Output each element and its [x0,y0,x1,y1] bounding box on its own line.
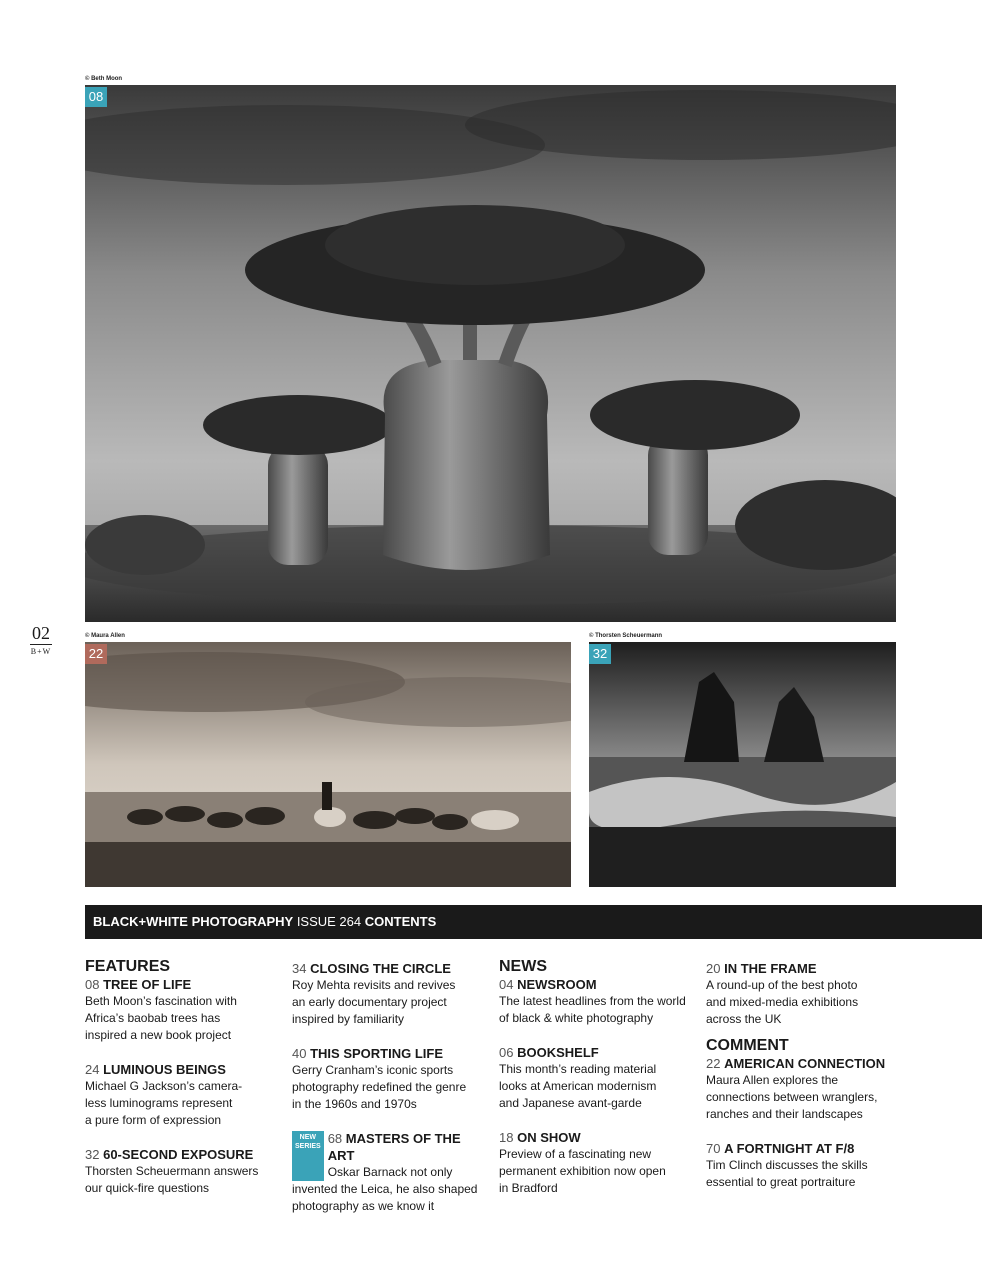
item-description-line: Thorsten Scheuermann answers [85,1164,259,1178]
item-description-line: and Japanese avant-garde [499,1096,642,1110]
contents-column-features [85,958,275,1214]
contents-item[interactable] [85,1061,275,1129]
baobab-photo[interactable] [85,85,896,622]
horses-photo[interactable] [85,642,571,887]
item-page-number: 06 [499,1045,514,1060]
item-title: MASTERS OF THE ART [327,1131,461,1163]
contents-item[interactable] [706,1140,896,1191]
contents-item[interactable] [499,1129,689,1197]
contents-item[interactable] [292,1045,482,1113]
contents-item[interactable] [706,1055,896,1123]
item-description-line: Tim Clinch discusses the skills [706,1158,868,1172]
item-page-number: 40 [292,1046,307,1061]
page-number-rule [30,644,52,645]
contents-item[interactable] [85,1146,275,1197]
contents-column-news [499,958,689,1214]
new-series-badge [292,1131,324,1181]
contents-item[interactable] [499,1044,689,1112]
item-title: A FORTNIGHT AT F/8 [724,1141,855,1156]
item-description-line: across the UK [706,1012,782,1026]
item-title: ON SHOW [517,1130,581,1145]
item-description-line: connections between wranglers, [706,1090,878,1104]
contents-item[interactable] [85,976,275,1044]
item-description-line: a pure form of expression [85,1113,222,1127]
item-title: NEWSROOM [517,977,597,992]
photo-credit-baobab: © Beth Moon [85,76,123,82]
section-heading-news: NEWS [499,958,547,975]
item-description-line: and mixed-media exhibitions [706,995,859,1009]
page-ref-badge-22: 22 [85,644,107,664]
item-page-number: 04 [499,977,514,992]
item-title: BOOKSHELF [517,1045,599,1060]
item-description-line: The latest headlines from the world [499,994,686,1008]
page-ref-badge-32: 32 [589,644,611,664]
issue-number: ISSUE 264 [296,914,362,929]
section-heading-features: FEATURES [85,958,171,975]
item-description-line: photography as we know it [292,1199,435,1213]
item-page-number: 68 [327,1131,343,1146]
item-description-line: photography redefined the genre [292,1080,467,1094]
item-description-line: inspired by familiarity [292,1012,405,1026]
item-page-number: 22 [706,1056,721,1071]
item-description-line: essential to great portraiture [706,1175,856,1189]
item-description-line: Beth Moon’s fascination with [85,994,237,1008]
item-page-number: 18 [499,1130,514,1145]
item-title: LUMINOUS BEINGS [103,1062,226,1077]
item-description-line: ranches and their landscapes [706,1107,863,1121]
seastacks-photo[interactable] [589,642,896,887]
contents-column-comment [706,960,896,1208]
item-description-line: inspired a new book project [85,1028,232,1042]
item-description-line: Michael G Jackson’s camera- [85,1079,243,1093]
item-page-number: 24 [85,1062,100,1077]
item-description-line: Maura Allen explores the [706,1073,839,1087]
item-title: AMERICAN CONNECTION [724,1056,886,1071]
item-page-number: 32 [85,1147,100,1162]
page-number-block [30,624,52,656]
item-description-line: an early documentary project [292,995,447,1009]
photo-credit-horses: © Maura Allen [85,633,125,639]
contents-column-features-cont [292,960,482,1215]
item-description-line: Oskar Barnack not only [327,1165,453,1179]
item-title: CLOSING THE CIRCLE [310,961,451,976]
contents-item[interactable] [292,960,482,1028]
item-page-number: 20 [706,961,721,976]
item-description-line: in Bradford [499,1181,558,1195]
item-description-line: Africa’s baobab trees has [85,1011,221,1025]
item-description-line: Preview of a fascinating new [499,1147,652,1161]
item-description-line: invented the Leica, he also shaped [292,1182,478,1196]
contents-bar [85,905,982,939]
item-page-number: 08 [85,977,100,992]
magazine-mark: B+W [30,647,52,656]
item-description-line: permanent exhibition now open [499,1164,666,1178]
item-title: IN THE FRAME [724,961,817,976]
item-page-number: 34 [292,961,307,976]
item-description-continued [292,1181,482,1215]
item-description-line: Roy Mehta revisits and revives [292,978,456,992]
item-title: THIS SPORTING LIFE [310,1046,443,1061]
item-description-line: looks at American modernism [499,1079,657,1093]
item-description-line: A round-up of the best photo [706,978,858,992]
page-number: 02 [32,623,50,643]
item-description-line: our quick-fire questions [85,1181,210,1195]
section-heading-comment: COMMENT [706,1037,789,1054]
item-description-line: of black & white photography [499,1011,654,1025]
series-badge-text: SERIES [295,1143,321,1150]
new-badge-text: NEW [299,1134,317,1141]
item-description-line: This month’s reading material [499,1062,657,1076]
item-description-line: Gerry Cranham’s iconic sports [292,1063,454,1077]
item-title: 60-SECOND EXPOSURE [103,1147,254,1162]
contents-item[interactable] [499,976,689,1027]
item-page-number: 70 [706,1141,721,1156]
photo-credit-seastacks: © Thorsten Scheuermann [589,633,663,639]
brand-name: BLACK+WHITE PHOTOGRAPHY [93,914,294,929]
item-title: TREE OF LIFE [103,977,192,992]
contents-item[interactable] [292,1130,482,1181]
item-description-line: in the 1960s and 1970s [292,1097,417,1111]
contents-item[interactable] [706,960,896,1028]
page-ref-badge-08: 08 [85,87,107,107]
item-description-line: less luminograms represent [85,1096,233,1110]
contents-label: CONTENTS [364,914,437,929]
